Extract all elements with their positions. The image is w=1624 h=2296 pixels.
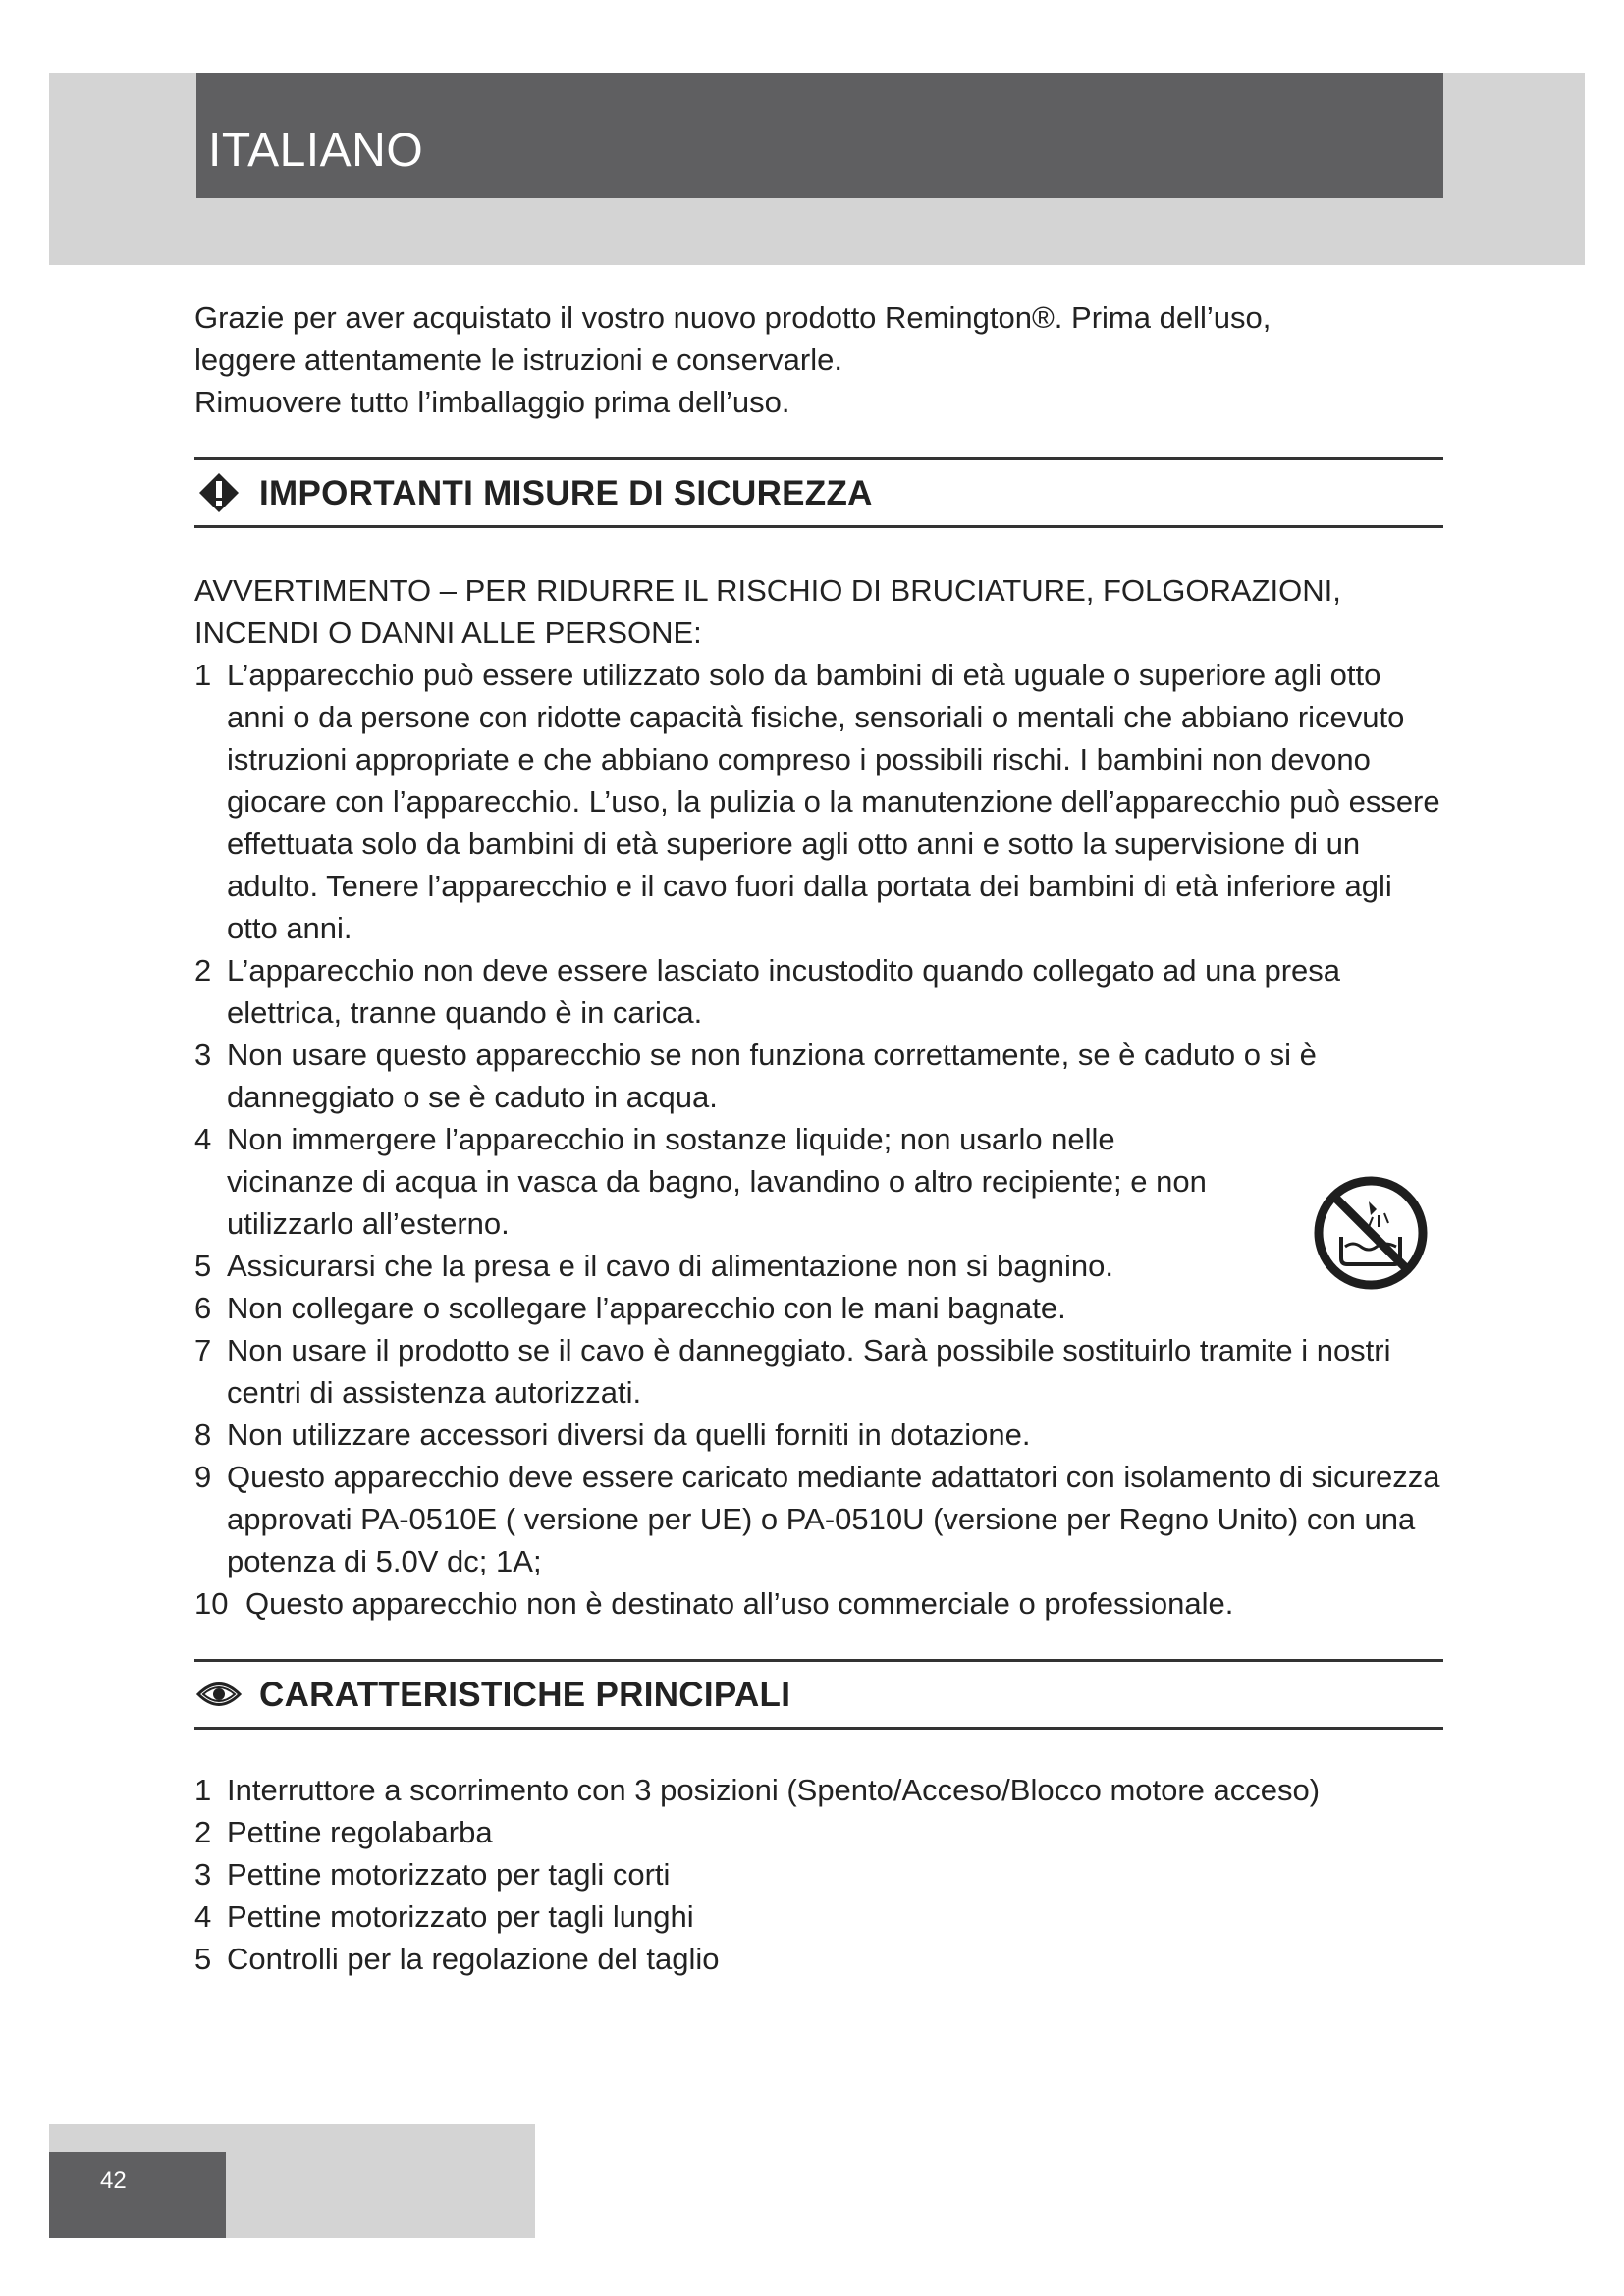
item-number: 7 [194, 1333, 212, 1367]
item-text: Non utilizzare accessori diversi da quelli forniti in dotazione. [227, 1417, 1031, 1452]
list-item [194, 1811, 1443, 1853]
item-text: Assicurarsi che la presa e il cavo di alimentazione non si bagnino. [227, 1249, 1113, 1283]
list-item [194, 1582, 1443, 1625]
item-number: 10 [194, 1586, 229, 1621]
header-title-box [196, 73, 1443, 198]
list-item [194, 1456, 1443, 1582]
item-number: 4 [194, 1122, 212, 1156]
list-item [194, 1769, 1443, 1811]
item-text: Non collegare o scollegare l’apparecchio con le mani bagnate. [227, 1291, 1066, 1325]
list-item [194, 1329, 1443, 1414]
item-text: Questo apparecchio non è destinato all’uso commerciale o professionale. [245, 1586, 1234, 1621]
safety-heading-title: IMPORTANTI MISURE DI SICUREZZA [259, 473, 873, 512]
features-list [194, 1769, 1443, 1980]
item-number: 2 [194, 953, 212, 988]
features-heading-title: CARATTERISTICHE PRINCIPALI [259, 1675, 791, 1714]
list-item [194, 1938, 1443, 1980]
item-number: 3 [194, 1857, 212, 1892]
list-item [194, 1034, 1443, 1118]
item-number: 8 [194, 1417, 212, 1452]
item-number: 2 [194, 1815, 212, 1849]
intro-line: leggere attentamente le istruzioni e conservarle. [194, 343, 842, 377]
item-text: L’apparecchio non deve essere lasciato incustodito quando collegato ad una presa elettrica, tranne quando è in carica. [227, 953, 1341, 1030]
safety-heading [194, 457, 1443, 528]
warning-lead: AVVERTIMENTO – PER RIDURRE IL RISCHIO DI BRUCIATURE, FOLGORAZIONI, INCENDI O DANNI ALLE PERSONE: [194, 573, 1341, 650]
item-text: Questo apparecchio deve essere caricato mediante adattatori con isolamento di sicurezza approvati PA-0510E ( versione per UE) o PA-0510U (versione per Regno Unito) con una potenza di 5.0V dc; 1A; [227, 1460, 1440, 1578]
eye-icon [194, 1670, 244, 1719]
list-item [194, 1118, 1443, 1245]
content [194, 296, 1443, 1980]
item-number: 4 [194, 1899, 212, 1934]
intro-line: Rimuovere tutto l’imballaggio prima dell’uso. [194, 385, 790, 419]
list-item [194, 1896, 1443, 1938]
list-item [194, 1287, 1443, 1329]
intro-line: Grazie per aver acquistato il vostro nuovo prodotto Remington®. Prima dell’uso, [194, 300, 1272, 335]
item-text: Pettine regolabarba [227, 1815, 493, 1849]
list-item [194, 1414, 1443, 1456]
item-number: 3 [194, 1038, 212, 1072]
item-text: Interruttore a scorrimento con 3 posizioni (Spento/Acceso/Blocco motore acceso) [227, 1773, 1321, 1807]
item-text: Non usare questo apparecchio se non funziona correttamente, se è caduto o si è danneggiato o se è caduto in acqua. [227, 1038, 1317, 1114]
item-text: Controlli per la regolazione del taglio [227, 1942, 720, 1976]
no-water-immersion-icon [1312, 1174, 1430, 1292]
item-number: 1 [194, 658, 212, 692]
page-number: 42 [49, 2152, 226, 2238]
item-text: L’apparecchio può essere utilizzato solo da bambini di età uguale o superiore agli otto anni o da persone con ridotte capacità fisiche, sensoriali o mentali che abbiano ricevuto istruzioni appropriate e che abbiano compreso i possibili rischi. I bambini non devono giocare con l’apparecchio. L’uso, la pulizia o la manutenzione dell’apparecchio può essere effettuata solo da bambini di età superiore agli otto anni e sotto la supervisione di un adulto. Tenere l’apparecchio e il cavo fuori dalla portata dei bambini di età inferiore agli otto anni. [227, 658, 1440, 945]
item-text: Non immergere l’apparecchio in sostanze liquide; non usarlo nelle vicinanze di acqua in vasca da bagno, lavandino o altro recipiente; e non utilizzarlo all’esterno. [227, 1122, 1207, 1241]
intro [194, 296, 1443, 423]
list-item [194, 1853, 1443, 1896]
warning-diamond-icon [194, 468, 244, 517]
page-title: ITALIANO [208, 124, 424, 177]
list-item [194, 1245, 1443, 1287]
features-heading [194, 1659, 1443, 1730]
list-item [194, 949, 1443, 1034]
item-text: Pettine motorizzato per tagli corti [227, 1857, 671, 1892]
item-number: 1 [194, 1773, 212, 1807]
item-number: 5 [194, 1249, 212, 1283]
item-number: 9 [194, 1460, 212, 1494]
item-text: Pettine motorizzato per tagli lunghi [227, 1899, 694, 1934]
list-item [194, 654, 1443, 949]
item-number: 6 [194, 1291, 212, 1325]
safety-list [194, 654, 1443, 1625]
item-number: 5 [194, 1942, 212, 1976]
item-text: Non usare il prodotto se il cavo è danneggiato. Sarà possibile sostituirlo tramite i nostri centri di assistenza autorizzati. [227, 1333, 1391, 1410]
